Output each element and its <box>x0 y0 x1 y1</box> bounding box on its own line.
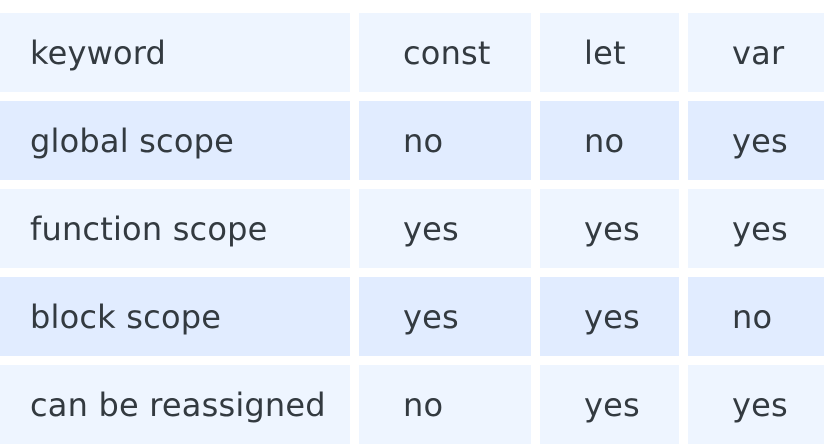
row-label-block-scope: block scope <box>0 277 350 356</box>
cell-global-let: no <box>540 101 679 180</box>
header-var: var <box>688 13 824 92</box>
row-label-can-be-reassigned: can be reassigned <box>0 365 350 444</box>
cell-function-const: yes <box>359 189 531 268</box>
row-label-global-scope: global scope <box>0 101 350 180</box>
header-const: const <box>359 13 531 92</box>
cell-block-var: no <box>688 277 824 356</box>
header-keyword: keyword <box>0 13 350 92</box>
cell-global-var: yes <box>688 101 824 180</box>
comparison-table <box>0 13 824 444</box>
cell-block-const: yes <box>359 277 531 356</box>
cell-reassign-var: yes <box>688 365 824 444</box>
cell-block-let: yes <box>540 277 679 356</box>
row-label-function-scope: function scope <box>0 189 350 268</box>
header-let: let <box>540 13 679 92</box>
cell-function-let: yes <box>540 189 679 268</box>
cell-global-const: no <box>359 101 531 180</box>
cell-function-var: yes <box>688 189 824 268</box>
cell-reassign-let: yes <box>540 365 679 444</box>
cell-reassign-const: no <box>359 365 531 444</box>
